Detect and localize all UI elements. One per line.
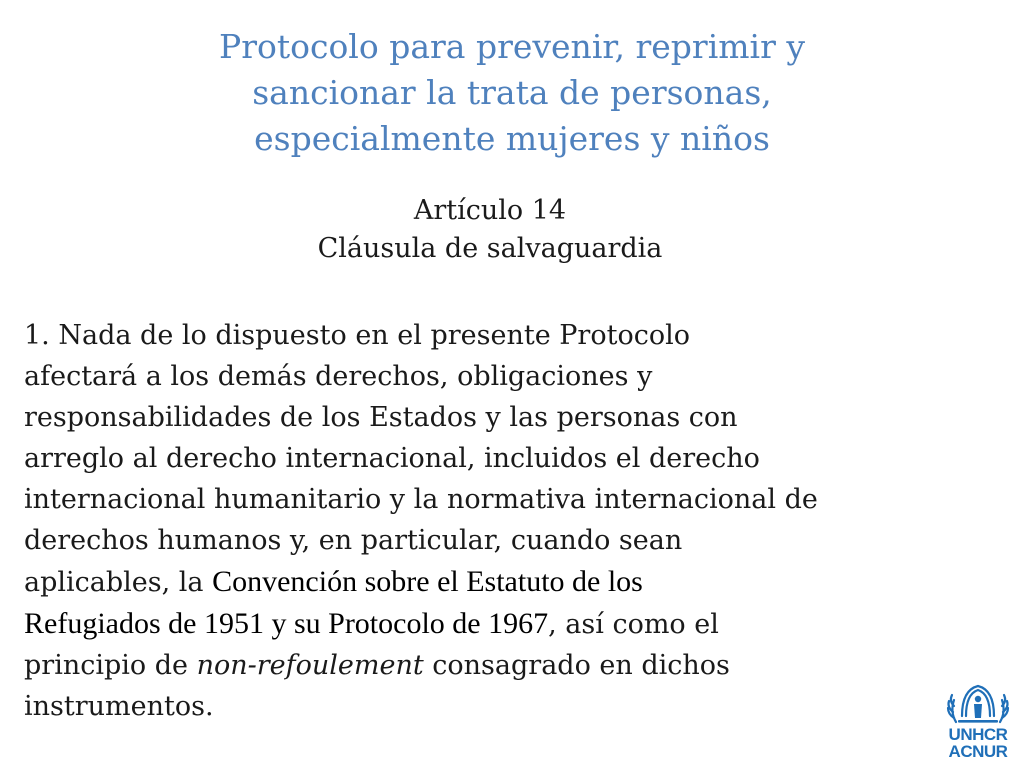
slide-title <box>0 24 1024 162</box>
title-line-1: Protocolo para prevenir, reprimir y <box>218 27 806 66</box>
article-paragraph <box>24 315 974 727</box>
paragraph-line-1: 1. Nada de lo dispuesto en el presente Protocolo <box>24 320 690 351</box>
article-number: Artículo 14 <box>413 195 567 226</box>
paragraph-text: , así como el <box>548 609 719 640</box>
logo-text-unhcr: UNHCR <box>948 725 1008 744</box>
paragraph-line-8 <box>24 603 974 645</box>
paragraph-text: consagrado en dichos <box>423 650 730 681</box>
logo-text-acnur: ACNUR <box>948 742 1008 761</box>
article-title: Cláusula de salvaguardia <box>317 233 663 264</box>
title-line-2: sancionar la trata de personas, <box>252 73 772 112</box>
paragraph-line-4: arreglo al derecho internacional, incluidos el derecho <box>24 443 760 474</box>
paragraph-line-9 <box>24 645 974 686</box>
paragraph-text: aplicables, la <box>24 567 213 598</box>
paragraph-line-5: internacional humanitario y la normativa internacional de <box>24 484 818 515</box>
convention-reference: Convención sobre el Estatuto de los <box>212 565 643 598</box>
convention-reference-cont: Refugiados de 1951 y su Protocolo de 1967 <box>24 607 549 640</box>
paragraph-line-2: afectará a los demás derechos, obligaciones y <box>24 361 653 392</box>
title-line-3: especialmente mujeres y niños <box>254 119 770 158</box>
paragraph-line-6: derechos humanos y, en particular, cuando sean <box>24 525 683 556</box>
paragraph-line-3: responsabilidades de los Estados y las personas con <box>24 402 738 433</box>
non-refoulement-term: non-refoulement <box>196 650 424 681</box>
article-heading <box>0 192 980 268</box>
paragraph-text: principio de <box>24 650 197 681</box>
paragraph-line-10: instrumentos. <box>24 691 214 722</box>
paragraph-line-7 <box>24 561 974 603</box>
